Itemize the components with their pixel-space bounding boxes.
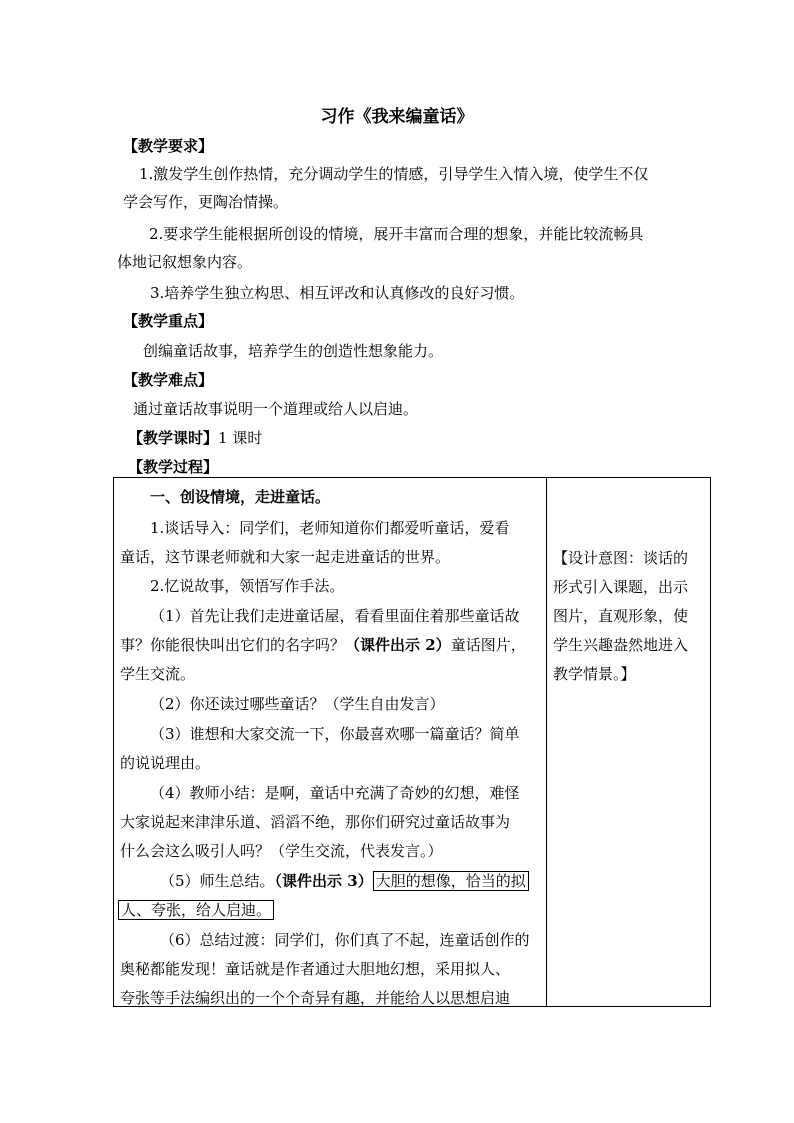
design-intent-cell: [547, 478, 711, 1007]
process-content-cell: [114, 478, 547, 1007]
note-line: 教学情景。】: [553, 665, 636, 683]
paragraph-line: 大家说起来津津乐道、滔滔不绝，那你们研究过童话故事为: [120, 813, 511, 831]
hours-text: 1 课时: [218, 429, 263, 447]
paragraph-line: 学生交流。: [120, 665, 196, 683]
paragraph-line: （6）总结过渡：同学们，你们真了不起，连童话创作的: [160, 931, 530, 949]
paragraph-line: 童话，这节课老师就和大家一起走进童话的世界。: [120, 548, 451, 566]
requirements-heading: 【教学要求】: [123, 137, 214, 155]
paragraph-line: 夸张等手法编织出的一个个奇异有趣，并能给人以思想启迪: [120, 989, 511, 1007]
paragraph-line: [160, 870, 529, 891]
difficulty-heading: 【教学难点】: [123, 371, 214, 389]
paragraph-line: [118, 899, 274, 920]
paragraph-line: 什么会这么吸引人吗？（学生交流，代表发言。）: [120, 842, 443, 860]
process-table-row: [114, 478, 711, 1007]
paragraph-line: 2.忆说故事，领悟写作手法。: [150, 577, 345, 595]
paragraph-line: （2）你还读过哪些童话？（学生自由发言）: [150, 695, 445, 713]
keypoint-heading: 【教学重点】: [123, 312, 214, 330]
requirement-item-2-line-1: 2.要求学生能根据所创设的情境，展开丰富而合理的想象，并能比较流畅具: [149, 225, 644, 243]
process-heading: 【教学过程】: [128, 458, 219, 476]
hours-heading: 【教学课时】: [128, 429, 219, 447]
paragraph-line: 1.谈话导入：同学们，老师知道你们都爱听童话，爱看: [150, 519, 510, 537]
page-title: 习作《我来编童话》: [320, 107, 474, 127]
requirement-item-1-line-1: 1.激发学生创作热情，充分调动学生的情感，引导学生入情入境，使学生不仅: [139, 165, 649, 183]
process-table: [113, 477, 711, 1007]
paragraph-line: 的说说理由。: [120, 754, 211, 772]
requirement-item-3: 3.培养学生独立构思、相互评改和认真修改的良好习惯。: [150, 284, 525, 302]
note-line: 【设计意图：谈话的: [553, 549, 689, 567]
text-run: （5）师生总结。: [160, 872, 275, 890]
paragraph-line: 奥秘都能发现！童话就是作者通过大胆地幻想，采用拟人、: [120, 960, 511, 978]
difficulty-text: 通过童话故事说明一个道理或给人以启迪。: [133, 400, 419, 418]
paragraph-line: （3）谁想和大家交流一下，你最喜欢哪一篇童话？简单: [150, 725, 520, 743]
keypoint-text: 创编童话故事，培养学生的创造性想象能力。: [143, 342, 444, 360]
note-line: 学生兴趣盎然地进入: [553, 636, 689, 654]
requirement-item-1-line-2: 学会写作，更陶冶情操。: [123, 193, 289, 211]
courseware-label: （课件出示 3）: [274, 872, 373, 890]
step-1-heading: 一、创设情境，走进童话。: [150, 488, 331, 506]
paragraph-line: [120, 634, 526, 655]
hours-line: [128, 427, 262, 448]
boxed-text: 大胆的想像，恰当的拟: [373, 871, 529, 891]
note-line: 图片，直观形象，使: [553, 607, 689, 625]
text-run: 童话图片，: [450, 636, 526, 654]
paragraph-line: （1）首先让我们走进童话屋，看看里面住着那些童话故: [150, 607, 520, 625]
requirement-item-2-line-2: 体地记叙想象内容。: [117, 253, 253, 271]
note-line: 形式引入课题，出示: [553, 578, 689, 596]
paragraph-line: （4）教师小结：是啊，童话中充满了奇妙的幻想，难怪: [150, 784, 520, 802]
text-run: 事？你能很快叫出它们的名字吗？: [120, 636, 346, 654]
boxed-text: 人、夸张，给人启迪。: [118, 900, 274, 920]
courseware-label: （课件出示 2）: [345, 636, 451, 654]
